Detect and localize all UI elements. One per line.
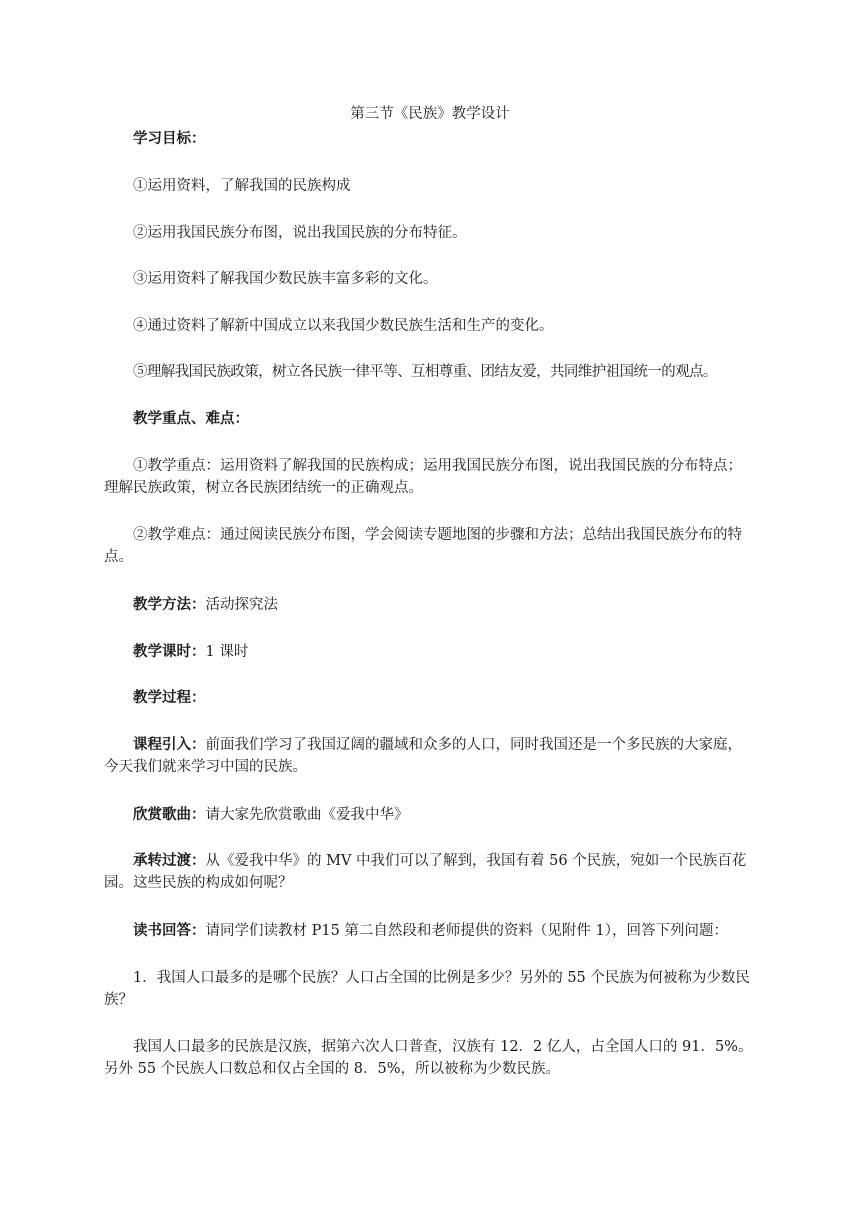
course-intro-label: 课程引入： [133, 736, 206, 753]
objective-item-3: ③运用资料了解我国少数民族丰富多彩的文化。 [133, 271, 438, 287]
objectives-heading: 学习目标： [133, 130, 206, 147]
song-appreciation-text: 请大家先欣赏歌曲《爱我中华》 [205, 807, 409, 823]
question-1: 1．我国人口最多的是哪个民族？人口占全国的比例是多少？另外的 55 个民族为何被称为少数民族？ [104, 970, 750, 1008]
page-title: 第三节《民族》教学设计 [350, 106, 510, 122]
teaching-method [104, 594, 756, 616]
objective-item-1: ①运用资料，了解我国的民族构成 [133, 178, 351, 194]
song-appreciation-label: 欣赏歌曲： [133, 806, 206, 823]
process-heading: 教学过程： [133, 689, 206, 706]
reading-answer [104, 920, 756, 942]
teaching-method-label: 教学方法： [133, 596, 206, 613]
teaching-hours-label: 教学课时： [133, 643, 206, 660]
objective-item-2: ②运用我国民族分布图，说出我国民族的分布特征。 [133, 225, 467, 241]
key-points-heading: 教学重点、难点： [133, 410, 249, 427]
teaching-focus: ①教学重点：运用资料了解我国的民族构成；运用我国民族分布图，说出我国民族的分布特点；理解民族政策，树立各民族团结统一的正确观点。 [104, 458, 742, 496]
reading-answer-text: 请同学们读教材 P15 第二自然段和老师提供的资料（见附件 1），回答下列问题： [205, 923, 729, 939]
answer-1: 我国人口最多的民族是汉族，据第六次人口普查，汉族有 12．2 亿人，占全国人口的 91．5%。另外 55 个民族人口数总和仅占全国的 8．5%，所以被称为少数民族。 [104, 1039, 753, 1077]
transition [104, 850, 756, 894]
transition-text: 从《爱我中华》的 MV 中我们可以了解到，我国有着 56 个民族，宛如一个民族百花园。这些民族的构成如何呢？ [104, 853, 747, 891]
objective-item-5: ⑤理解我国民族政策，树立各民族一律平等、互相尊重、团结友爱，共同维护祖国统一的观点。 [133, 364, 717, 380]
teaching-method-text: 活动探究法 [205, 597, 278, 613]
reading-answer-label: 读书回答： [133, 922, 206, 939]
teaching-hours [104, 641, 756, 663]
course-intro-text: 前面我们学习了我国辽阔的疆域和众多的人口，同时我国还是一个多民族的大家庭，今天我们就来学习中国的民族。 [104, 737, 742, 775]
song-appreciation [104, 804, 756, 826]
teaching-difficulty: ②教学难点：通过阅读民族分布图，学会阅读专题地图的步骤和方法；总结出我国民族分布的特点。 [104, 527, 742, 565]
transition-label: 承转过渡： [133, 852, 206, 869]
teaching-hours-text: 1 课时 [205, 644, 249, 660]
course-intro [104, 734, 756, 778]
objective-item-4: ④通过资料了解新中国成立以来我国少数民族生活和生产的变化。 [133, 318, 554, 334]
